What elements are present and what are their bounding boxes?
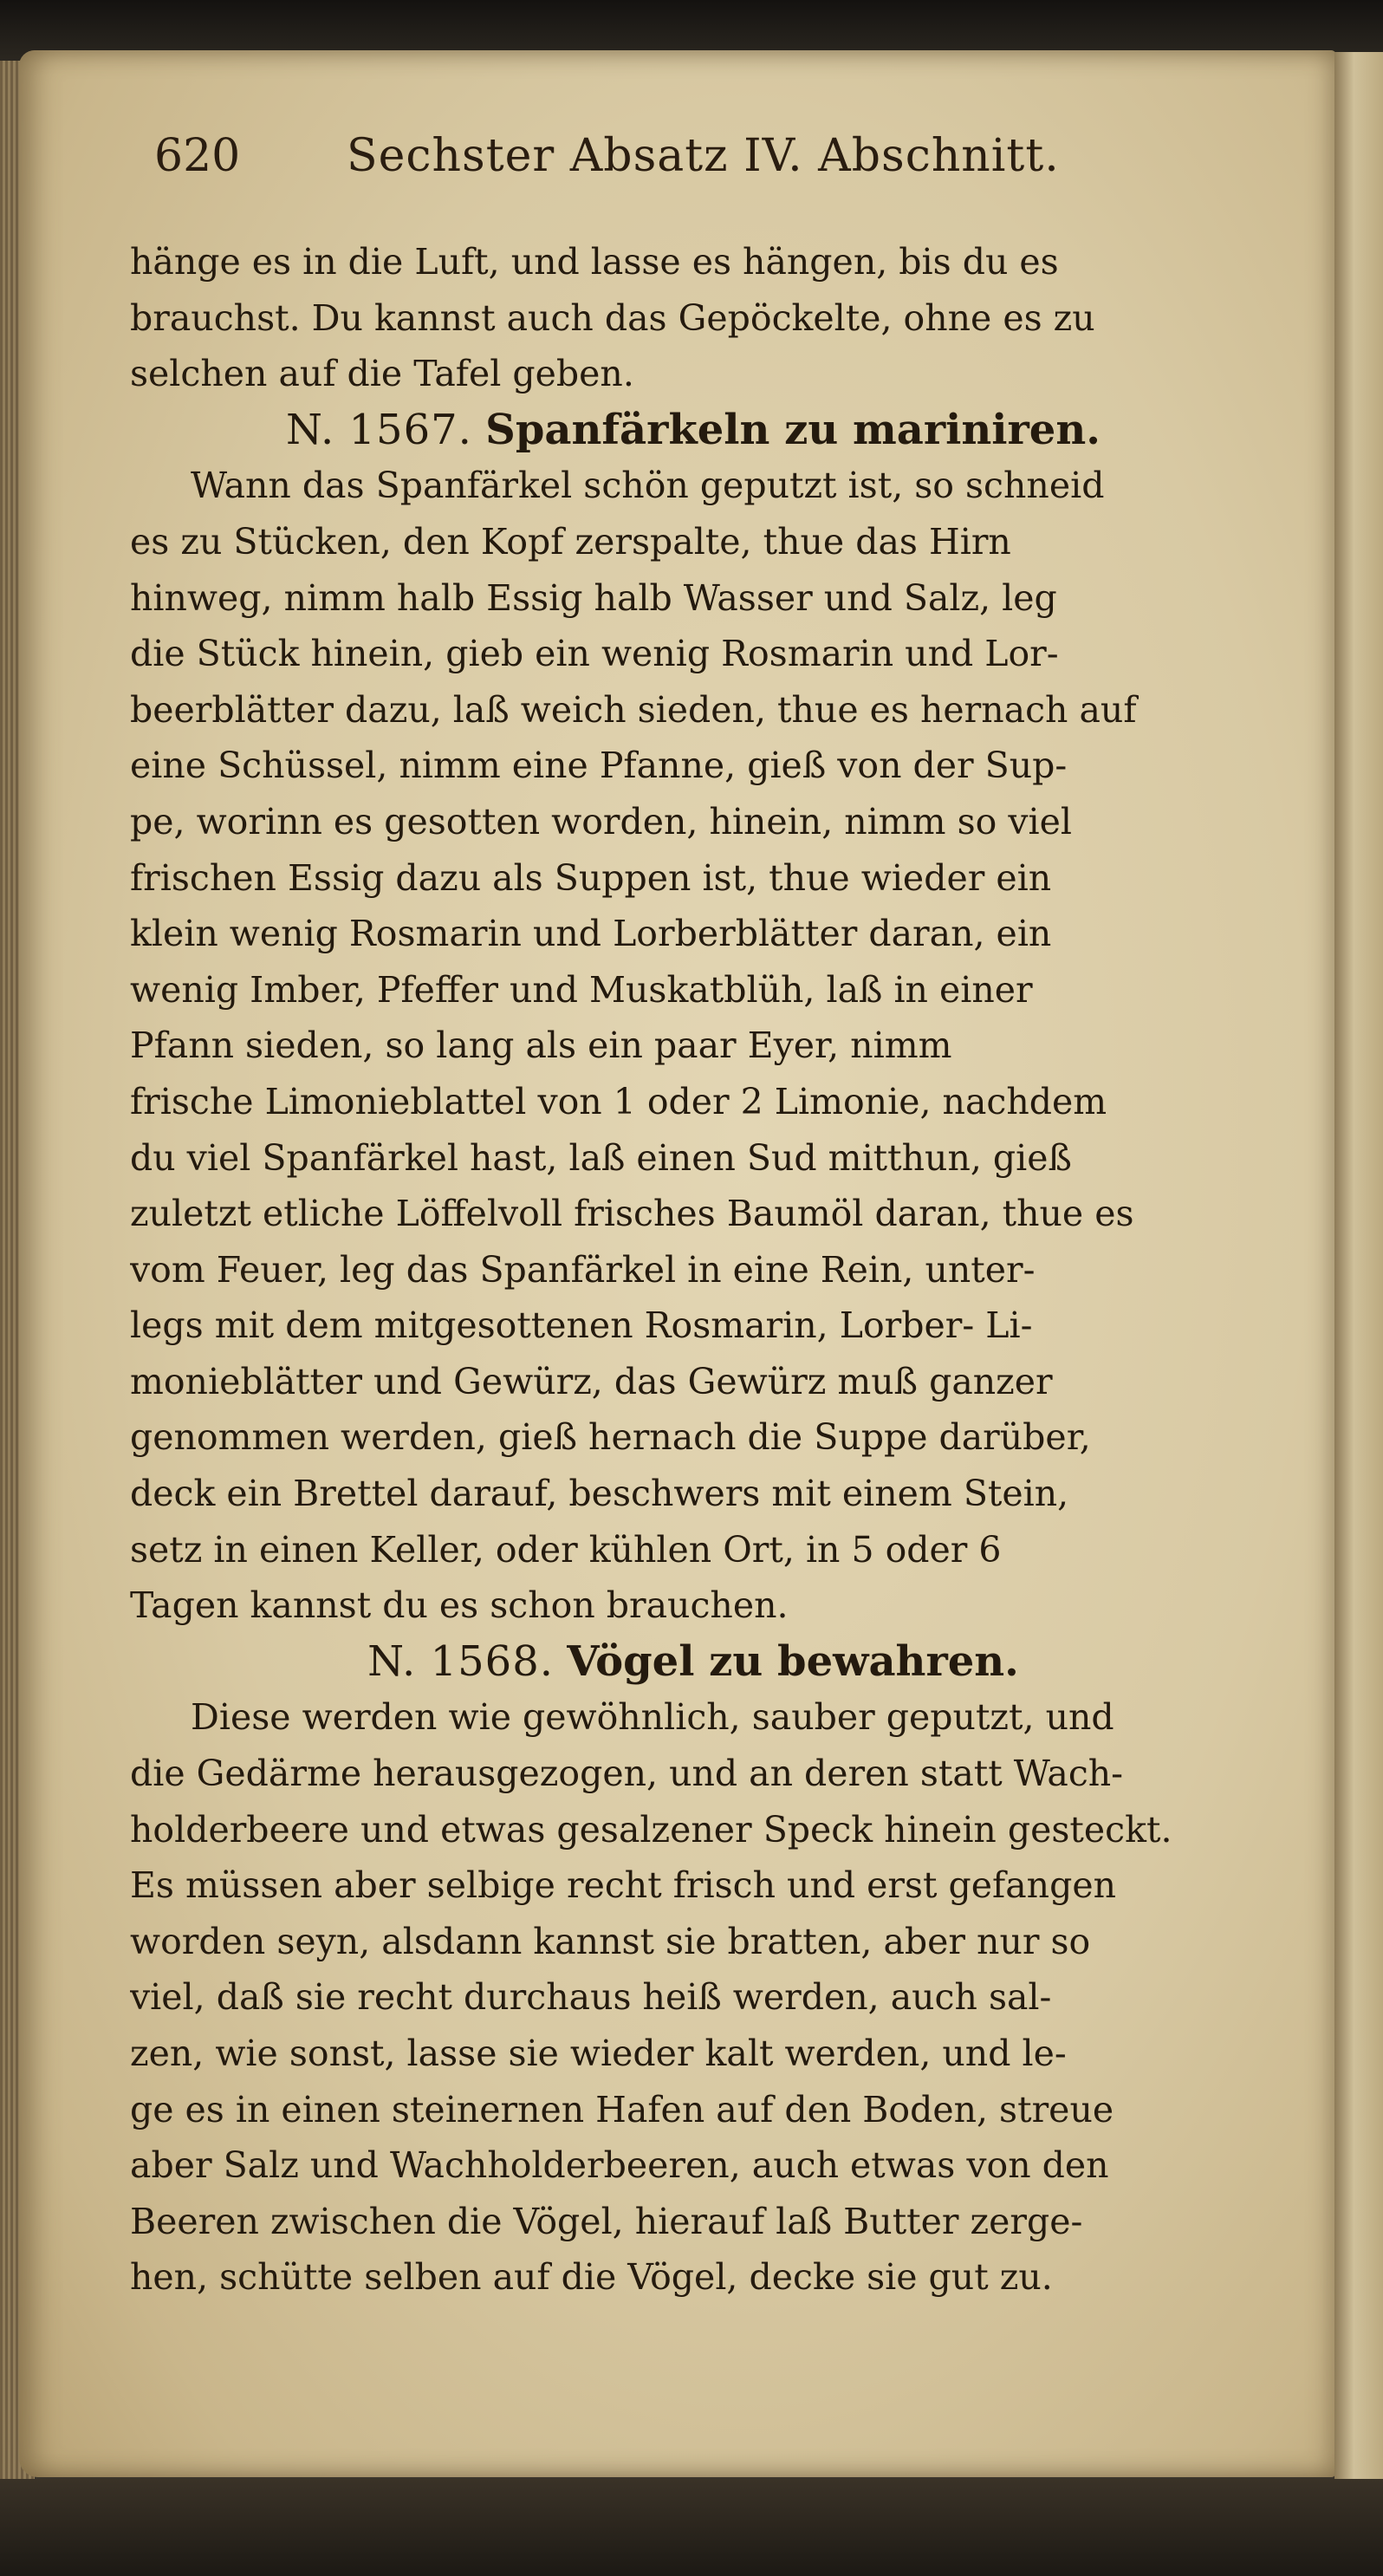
recipe-title: Vögel zu bewahren. xyxy=(567,1636,1019,1686)
running-title: Sechster Absatz IV. Abschnitt. xyxy=(347,130,1060,182)
text-line: Diese werden wie gewöhnlich, sauber geputzt, und xyxy=(191,1696,1114,1739)
recipe-body-1568 xyxy=(130,1689,1256,2306)
text-line: klein wenig Rosmarin und Lorberblätter daran, ein xyxy=(130,913,1052,955)
text-line: Es müssen aber selbige recht frisch und erst gefangen xyxy=(130,1864,1116,1907)
text-line: deck ein Brettel darauf, beschwers mit einem Stein, xyxy=(130,1473,1069,1515)
recipe-number: N. 1568. xyxy=(367,1636,554,1686)
text-line: vom Feuer, leg das Spanfärkel in eine Rein, unter- xyxy=(130,1248,1036,1291)
page-body xyxy=(130,234,1256,2306)
text-line: hen, schütte selben auf die Vögel, decke sie gut zu. xyxy=(130,2256,1053,2299)
text-line: ge es in einen steinernen Hafen auf den Boden, streue xyxy=(130,2088,1114,2130)
text-line: zen, wie sonst, lasse sie wieder kalt werden, und le- xyxy=(130,2033,1067,2074)
text-line: Beeren zwischen die Vögel, hierauf laß Butter zerge- xyxy=(130,2200,1083,2242)
recipe-heading-1568 xyxy=(130,1634,1256,1690)
text-line: frische Limonieblattel von 1 oder 2 Limonie, nachdem xyxy=(130,1080,1107,1122)
text-line: setz in einen Keller, oder kühlen Ort, in 5 oder 6 xyxy=(130,1528,1002,1571)
recipe-heading-1567 xyxy=(130,402,1256,459)
intro-paragraph xyxy=(130,234,1256,402)
text-line: frischen Essig dazu als Suppen ist, thue wieder ein xyxy=(130,856,1052,899)
text-line: aber Salz und Wachholderbeeren, auch etwas von den xyxy=(130,2144,1109,2187)
text-line: selchen auf die Tafel geben. xyxy=(130,353,634,395)
text-line: die Gedärme herausgezogen, und an deren statt Wach- xyxy=(130,1753,1124,1795)
text-line: eine Schüssel, nimm eine Pfanne, gieß von der Sup- xyxy=(130,745,1068,787)
text-line: wenig Imber, Pfeffer und Muskatblüh, laß in einer xyxy=(130,968,1033,1011)
page-number: 620 xyxy=(154,130,241,182)
page-header xyxy=(139,130,1248,199)
facing-page-edge xyxy=(1334,52,1383,2496)
text-line: beerblätter dazu, laß weich sieden, thue es hernach auf xyxy=(130,688,1137,731)
text-line: genommen werden, gieß hernach die Suppe darüber, xyxy=(130,1416,1091,1459)
text-line: zuletzt etliche Löffelvoll frisches Baumöl daran, thue es xyxy=(130,1193,1134,1235)
text-line: Wann das Spanfärkel schön geputzt ist, so schneid xyxy=(191,465,1105,507)
text-line: holderbeere und etwas gesalzener Speck hinein gesteckt. xyxy=(130,1808,1172,1851)
text-line: monieblätter und Gewürz, das Gewürz muß ganzer xyxy=(130,1360,1053,1402)
text-line: Pfann sieden, so lang als ein paar Eyer, nimm xyxy=(130,1025,952,1067)
text-line: du viel Spanfärkel hast, laß einen Sud mitthun, gieß xyxy=(130,1136,1072,1179)
text-line: es zu Stücken, den Kopf zerspalte, thue das Hirn xyxy=(130,520,1011,563)
text-line: worden seyn, alsdann kannst sie bratten, aber nur so xyxy=(130,1920,1091,1962)
text-line: Tagen kannst du es schon brauchen. xyxy=(130,1584,789,1627)
recipe-title: Spanfärkeln zu mariniren. xyxy=(485,405,1101,454)
text-line: brauchst. Du kannst auch das Gepöckelte, ohne es zu xyxy=(130,296,1095,339)
recipe-body-1567 xyxy=(130,458,1256,1633)
recipe-number: N. 1567. xyxy=(286,405,472,454)
text-line: viel, daß sie recht durchaus heiß werden, auch sal- xyxy=(130,1976,1052,2019)
text-line: pe, worinn es gesotten worden, hinein, nimm so viel xyxy=(130,800,1072,842)
text-line: die Stück hinein, gieb ein wenig Rosmarin und Lor- xyxy=(130,633,1059,675)
text-line: hinweg, nimm halb Essig halb Wasser und Salz, leg xyxy=(130,576,1057,619)
scan-bottom-border xyxy=(0,2479,1383,2576)
text-line: legs mit dem mitgesottenen Rosmarin, Lorber- Li- xyxy=(130,1304,1033,1347)
text-line: hänge es in die Luft, und lasse es hängen, bis du es xyxy=(130,241,1059,283)
